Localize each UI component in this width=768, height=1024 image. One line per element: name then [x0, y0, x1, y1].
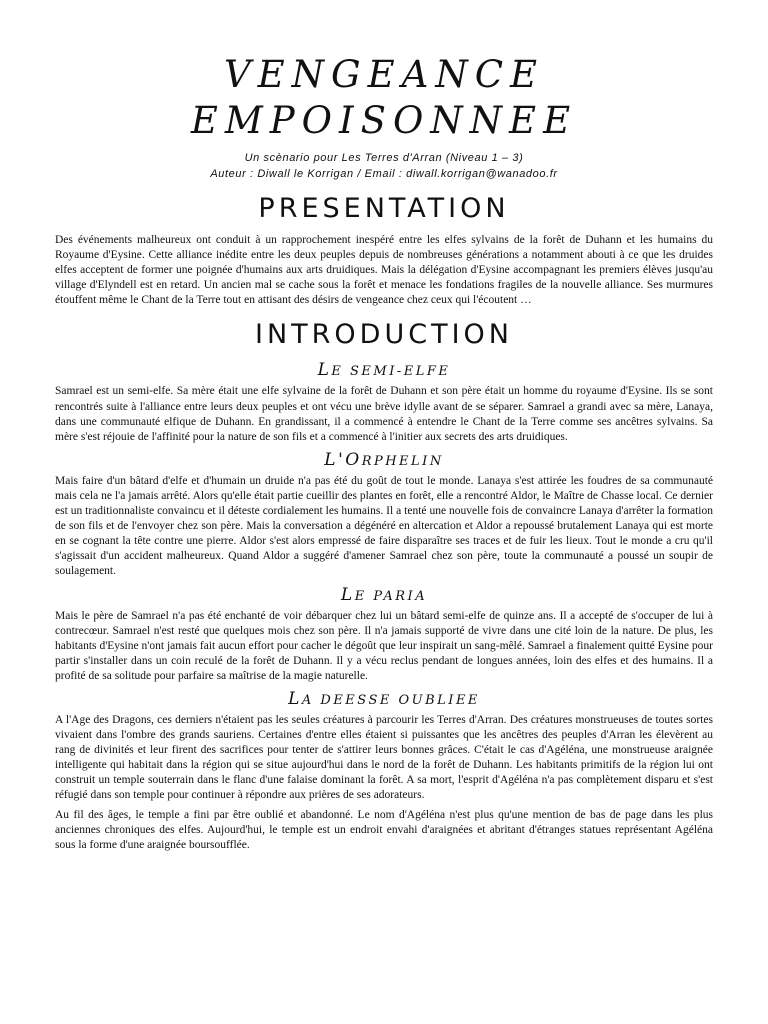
section-paragraph: Mais le père de Samrael n'a pas été enchanté de voir débarquer chez lui un bâtard semi-elfe de quinze ans. Il a accepté de s'occuper de lui à contrecœur. Samrael n'est resté que quelques mois chez son père. Il n'a jamais supporté de vivre dans une cité loin de la nature. De plus, les habitants d'Eysine n'ont jamais fait aucun effort pour cacher le dégoût que leur inspirait un sang-mêlé. Samrael a finalement quitté Eysine pour partir s'installer dans un coin reculé de la forêt de Duhann. Il y a vécu reclus pendant de longues années, loin des elfes et des humains. Il a profité de sa solitude pour parfaire sa maîtrise de la magie naturelle. [55, 609, 713, 682]
section-deesse-oubliee [55, 688, 713, 853]
section-orphelin [55, 449, 713, 580]
title-line-2: EMPOISONNEE [190, 99, 578, 142]
title-line-1: VENGEANCE [223, 53, 545, 96]
document-page [55, 52, 713, 857]
section-title: LE PARIA [340, 584, 428, 605]
section-paria [55, 584, 713, 684]
author-line: Auteur : Diwall le Korrigan / Email : diwall.korrigan@wanadoo.fr [210, 168, 558, 180]
section-semi-elfe [55, 359, 713, 444]
section-title: LE SEMI-ELFE [317, 360, 451, 381]
introduction-heading: INTRODUCTION [255, 319, 513, 351]
presentation-paragraph: Des événements malheureux ont conduit à un rapprochement inespéré entre les elfes sylvains de la forêt de Duhann et les humains du Royaume d'Eysine. Cette alliance inédite entre les deux peuples depuis de nombreuses générations a notamment abouti à ce que les druides elfes acceptent de former une poignée d'humains aux arts druidiques. Mais la délégation d'Eysine accompagnant les premiers élèves jusqu'au village d'Elyndell est en retard. Un ancien mal se cache sous la forêt et menace les fondations fragiles de la nouvelle alliance. Ses murmures étouffent même le Chant de la Terre tout en attisant des désirs de vengeance chez ceux qui l'écoutent … [55, 234, 713, 307]
section-title: L'ORPHELIN [324, 449, 444, 470]
section-paragraph: Mais faire d'un bâtard d'elfe et d'humain un druide n'a pas été du goût de tout le monde. Lanaya s'est attirée les foudres de sa communauté mais cela ne l'a jamais arrêté. Alors qu'elle était partie cueillir des plantes en forêt, elle a rencontré Aldor, le Maître de Chasse local. Ce dernier est un traditionnaliste convaincu et il déteste cordialement les humains. Il a tenté une nouvelle fois de convaincre Lanaya d'arrêter la formation de son fils et de l'envoyer chez son père. Mais la conversation a dégénéré en altercation et Aldor a repoussé brutalement Lanaya qui est morte en se cognant la tête contre une pierre. Aldor s'est alors empressé de faire disparaître ses traces et de fuir les lieux. Tout le monde a cru qu'il s'agissait d'un accident malheureux. Quand Aldor a suggéré d'amener Samrael chez son père, toute la communauté a poussé un soupir de soulagement. [55, 474, 713, 578]
section-paragraph: A l'Age des Dragons, ces derniers n'étaient pas les seules créatures à parcourir les Terres d'Arran. Des créatures monstrueuses de toutes sortes vivaient dans l'ombre des grands sauriens. Certaines d'entre elles étaient si puissantes que les ancêtres des peuples d'Arran les élevèrent au rang de divinités et leur firent des sacrifices pour tenter de s'attirer leurs bonnes grâces. C'était le cas d'Agéléna, une monstrueuse araignée intelligente qui habitait dans la région qui se situe aujourd'hui dans le nord de la forêt de Duhann. Les habitants primitifs de la région lui ont construit un temple souterrain dans le flanc d'une falaise dominant la forêt. A sa mort, l'esprit d'Agéléna n'a pas complètement disparu et s'est réfugié dans son temple pour continuer à répondre aux prières de ses adorateurs. [55, 713, 713, 802]
presentation-heading: PRESENTATION [258, 193, 510, 224]
section-paragraph: Samrael est un semi-elfe. Sa mère était une elfe sylvaine de la forêt de Duhann et son père était un homme du royaume d'Eysine. Ils se sont rencontrés suite à l'alliance entre leurs deux peuples et ont vécu une brève idylle avant de se séparer. Samrael a grandi avec sa mère, Lanaya, dans une communauté elfique de Duhann. En grandissant, il a commencé à entendre le Chant de la Terre comme ses ancêtres sylvains. Sa mère s'est réjouie de l'affinité pour la nature de son fils et a commencé à l'initier aux secrets des arts druidiques. [55, 385, 713, 443]
document-title [55, 52, 713, 144]
document-subtitle: Un scènario pour Les Terres d'Arran (Niveau 1 – 3) [244, 152, 524, 164]
section-paragraph: Au fil des âges, le temple a fini par être oublié et abandonné. Le nom d'Agéléna n'est plus qu'une mention de bas de page dans les plus anciennes chroniques des elfes. Aujourd'hui, le temple est un endroit envahi d'araignées et abritant d'étranges statues représentant Agéléna sous la forme d'une araignée boursoufflée. [55, 808, 713, 851]
section-title: LA DEESSE OUBLIEE [288, 688, 480, 709]
